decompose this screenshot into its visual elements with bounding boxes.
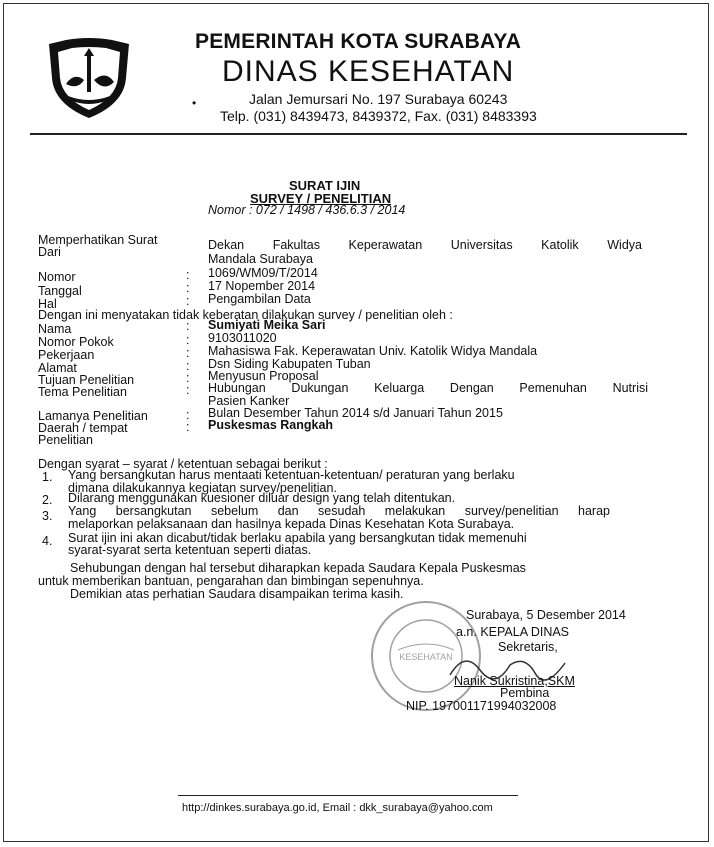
colon: : (186, 383, 190, 397)
field-value-daerah: Puskesmas Rangkah (208, 418, 334, 432)
field-value-hal: Pengambilan Data (208, 292, 311, 306)
colon: : (186, 268, 190, 282)
colon: : (186, 420, 190, 434)
speck-mark: • (192, 96, 197, 110)
field-label-lama: Lamanya Penelitian (38, 409, 148, 423)
condition-number: 1. (42, 470, 53, 484)
field-value-dari-cont: Mandala Surabaya (208, 252, 313, 266)
letterhead-agency: DINAS KESEHATAN (222, 55, 515, 88)
condition-text-cont: melaporkan pelaksanaan dan hasilnya kepada Dinas Kesehatan Kota Surabaya. (68, 517, 515, 531)
signature-name: Nanik Sukristina,SKM (454, 674, 575, 688)
condition-text-cont: dimana dilakukannya kegiatan survey/penelitian. (68, 481, 337, 495)
field-label-nama: Nama (38, 322, 72, 336)
closing-paragraph-cont: untuk memberikan bantuan, pengarahan dan bimbingan sepenuhnya. (38, 574, 424, 588)
signature-authority: a.n. KEPALA DINAS (456, 625, 570, 639)
field-value-tujuan: Menyusun Proposal (208, 369, 319, 383)
letterhead-contact: Telp. (031) 8439473, 8439372, Fax. (031) 8483393 (220, 108, 537, 124)
colon: : (186, 333, 190, 347)
field-label-alamat: Alamat (38, 361, 77, 375)
field-label-nomor: Nomor (38, 270, 76, 284)
colon: : (186, 346, 190, 360)
field-value-lama: Bulan Desember Tahun 2014 s/d Januari Tahun 2015 (208, 406, 503, 420)
field-value-dari: Dekan Fakultas Keperawatan Universitas Katolik Widya (208, 238, 642, 252)
field-label-tanggal: Tanggal (38, 284, 82, 298)
letterhead-divider (30, 133, 687, 135)
signature-role: Sekretaris, (498, 640, 558, 654)
colon: : (186, 408, 190, 422)
condition-text: Yang bersangkutan harus mentaati ketentuan-ketentuan/ peraturan yang berlaku (68, 468, 515, 482)
colon: : (186, 359, 190, 373)
colon: : (186, 294, 190, 308)
field-value-nomor: 1069/WM09/T/2014 (208, 266, 318, 280)
field-value-alamat: Dsn Siding Kabupaten Tuban (208, 357, 371, 371)
conditions-intro: Dengan syarat – syarat / ketentuan sebagai berikut : (38, 457, 328, 471)
field-label-nomor-pokok: Nomor Pokok (38, 335, 114, 349)
letterhead-address: Jalan Jemursari No. 197 Surabaya 60243 (249, 91, 508, 107)
letter-title: SURAT IJIN (289, 178, 361, 193)
field-label-pekerjaan: Pekerjaan (38, 348, 95, 362)
footer-contact: http://dinkes.surabaya.go.id, Email : dkk_surabaya@yahoo.com (182, 802, 493, 814)
field-value-pekerjaan: Mahasiswa Fak. Keperawatan Univ. Katolik Widya Mandala (208, 344, 538, 358)
field-label-memperhatikan: Memperhatikan Surat (38, 233, 158, 247)
condition-number: 4. (42, 534, 53, 548)
condition-text: Surat ijin ini akan dicabut/tidak berlaku apabila yang bersangkutan tidak memenuhi (68, 531, 527, 545)
condition-text: Yang bersangkutan sebelum dan sesudah melakukan survey/penelitian harap (68, 504, 610, 518)
closing-paragraph: Sehubungan dengan hal tersebut diharapkan kepada Saudara Kepala Puskesmas (70, 561, 526, 575)
footer-divider (178, 795, 518, 796)
field-label-tema: Tema Penelitian (38, 385, 127, 399)
declaration-intro: Dengan ini menyatakan tidak keberatan dilakukan survey / penelitian oleh : (38, 308, 453, 322)
colon: : (186, 371, 190, 385)
condition-text: Dilarang menggunakan kuesioner diluar design yang telah ditentukan. (68, 491, 456, 505)
signature-place-date: Surabaya, 5 Desember 2014 (466, 608, 626, 622)
city-emblem-logo (44, 38, 134, 120)
letter-subtitle: SURVEY / PENELITIAN (250, 191, 392, 206)
field-label-daerah-cont: Penelitian (38, 433, 93, 447)
field-label-hal: Hal (38, 297, 57, 311)
field-value-tanggal: 17 Nopember 2014 (208, 279, 316, 293)
condition-text-cont: syarat-syarat serta ketentuan seperti diatas. (68, 543, 312, 557)
field-label-dari: Dari (38, 245, 61, 259)
condition-number: 2. (42, 493, 53, 507)
field-value-tema: Hubungan Dukungan Keluarga Dengan Pemenuhan Nutrisi (208, 381, 648, 395)
field-value-nomor-pokok: 9103011020 (208, 331, 277, 345)
letter-number: Nomor : 072 / 1498 / 436.6.3 / 2014 (208, 203, 406, 217)
svg-text:KESEHATAN: KESEHATAN (399, 652, 453, 662)
closing-thanks: Demikian atas perhatian Saudara disampaikan terima kasih. (70, 587, 404, 601)
signature-rank: Pembina (500, 686, 550, 700)
condition-number: 3. (42, 509, 53, 523)
letterhead-government: PEMERINTAH KOTA SURABAYA (195, 30, 522, 53)
field-label-tujuan: Tujuan Penelitian (38, 373, 135, 387)
field-value-nama: Sumiyati Meika Sari (208, 318, 326, 332)
field-value-tema-cont: Pasien Kanker (208, 394, 290, 408)
colon: : (186, 281, 190, 295)
colon: : (186, 319, 190, 333)
signature-nip: NIP. 197001171994032008 (406, 699, 557, 713)
field-label-daerah: Daerah / tempat (38, 421, 128, 435)
